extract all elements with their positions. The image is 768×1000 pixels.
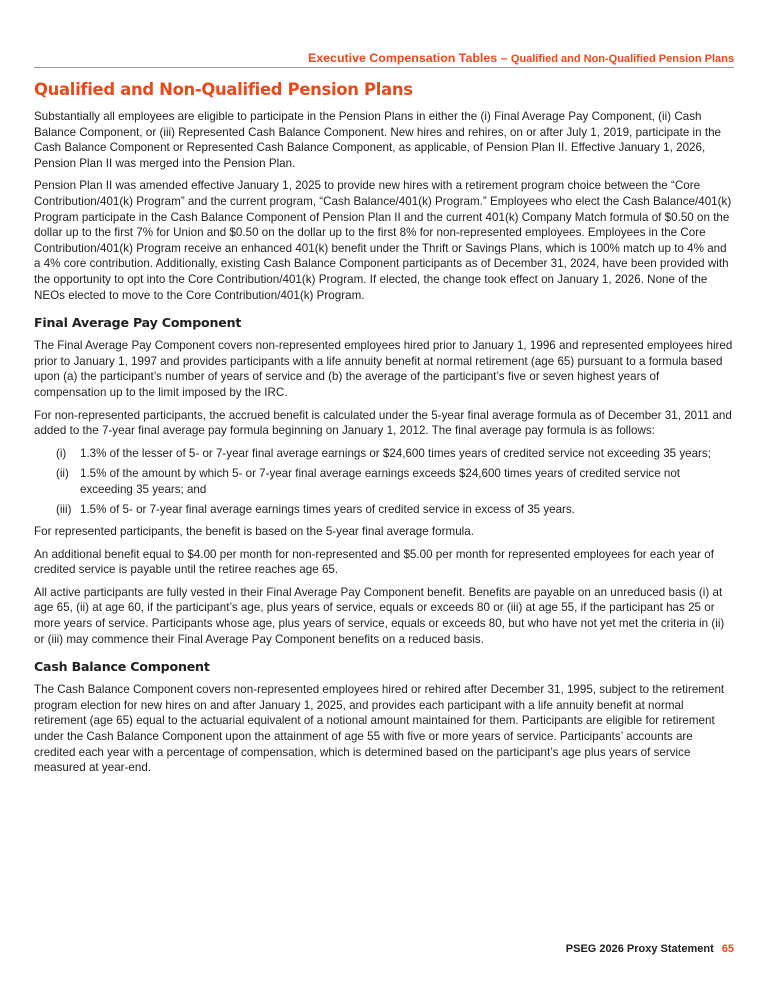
footer-document-title: PSEG 2026 Proxy Statement — [565, 943, 714, 955]
page-footer — [566, 943, 734, 955]
formula-text: 1.3% of the lesser of 5- or 7-year final average earnings or $24,600 times years of credited service not exceeding 35 years; — [80, 446, 711, 460]
header-divider — [34, 67, 734, 68]
final-average-paragraph-1: The Final Average Pay Component covers non-represented employees hired prior to January 1, 1996 and represented employees hired prior to January 1, 1997 and provides participants with a life annuity benefit at normal retirement (age 65) pursuant to a formula based upon (a) the participant’s number of years of service and (b) the average of the participant’s five or seven highest years of compensation up to the limit imposed by the IRC. — [34, 339, 733, 399]
page-title: Qualified and Non-Qualified Pension Plans — [34, 80, 413, 99]
formula-text: 1.5% of 5- or 7-year final average earnings times years of credited service in excess of 35 years. — [80, 503, 575, 517]
final-average-paragraph-5: All active participants are fully vested in their Final Average Pay Component benefit. Benefits are payable on an unreduced basis (i) at age 65, (ii) at age 60, if the participant’s age, plus years of service, equals or exceeds 80 or (iii) at age 55, if the participant has 25 or more years of service. Participants whose age, plus years of service, equals or exceeds 80, but who have not yet met the criteria in (ii) or (iii) may commence their Final Average Pay Component benefits on a reduced basis. — [34, 585, 725, 646]
formula-item — [56, 446, 734, 462]
page-content — [34, 79, 734, 783]
intro-paragraph-2: Pension Plan II was amended effective January 1, 2025 to provide new hires with a retirement program choice between the “Core Contribution/401(k) Program” and the current program, “Cash Balance/401(k) Program.” Employees who elect the Cash Balance/401(k) Program participate in the Cash Balance Component of Pension Plan II and the current 401(k) Company Match formula of $0.50 on the dollar up to the first 7% for Union and $0.50 on the dollar up to the first 8% for non-represented employees. Employees in the Core Contribution/401(k) Program receive an enhanced 401(k) benefit under the Thrift or Savings Plans, which is 100% match up to 4% and a 4% core contribution. Additionally, existing Cash Balance Component participants as of December 31, 2024, have been provided with the opportunity to opt into the Core Contribution/401(k) Program. If elected, the change took effect on January 1, 2026. None of the NEOs elected to move to the Core Contribution/401(k) Program. — [34, 179, 732, 302]
formula-item — [56, 466, 734, 497]
running-header-section: Executive Compensation Tables – — [308, 51, 511, 65]
intro-paragraph-1: Substantially all employees are eligible to participate in the Pension Plans in either the (i) Final Average Pay Component, (ii) Cash Balance Component, or (iii) Represented Cash Balance Component. New hires and rehires, on or after July 1, 2019, participate in the Cash Balance Component or Represented Cash Balance Component, as applicable, of Pension Plan II. Effective January 1, 2026, Pension Plan II was merged into the Pension Plan. — [34, 110, 722, 170]
final-average-paragraph-4: An additional benefit equal to $4.00 per month for non-represented and $5.00 per month for represented employees for each year of credited service is payable until the retiree reaches age 65. — [34, 547, 714, 577]
cash-balance-heading: Cash Balance Component — [34, 659, 210, 675]
final-average-paragraph-3: For represented participants, the benefit is based on the 5-year final average formula. — [34, 525, 474, 539]
cash-balance-paragraph-1: The Cash Balance Component covers non-represented employees hired or rehired after December 31, 1995, subject to the retirement program election for new hires on and after January 1, 2025, and provides each participant with a life annuity benefit at normal retirement (age 65) equal to the actuarial equivalent of a notional amount maintained for them. Participants are eligible for retirement under the Cash Balance Component upon the attainment of age 55 with five or more years of service. Participants’ accounts are credited each year with a percentage of compensation, which is determined based on the participant’s age plus years of service measured at year-end. — [34, 683, 725, 775]
formula-item — [56, 502, 734, 518]
formula-marker: (iii) — [56, 503, 72, 517]
formula-marker: (ii) — [56, 467, 69, 481]
running-header — [308, 51, 734, 66]
formula-list — [34, 446, 734, 518]
final-average-pay-heading: Final Average Pay Component — [34, 315, 242, 331]
running-header-subsection: Qualified and Non-Qualified Pension Plans — [510, 53, 734, 65]
page-number: 65 — [721, 943, 734, 955]
formula-marker: (i) — [56, 446, 67, 460]
final-average-paragraph-2: For non-represented participants, the accrued benefit is calculated under the 5-year final average formula as of December 31, 2011 and added to the 7-year final average pay formula beginning on January 1, 2012. The final average pay formula is as follows: — [34, 408, 732, 438]
formula-text: 1.5% of the amount by which 5- or 7-year final average earnings exceeds $24,600 times years of credited service not exceeding 35 years; and — [80, 467, 680, 496]
